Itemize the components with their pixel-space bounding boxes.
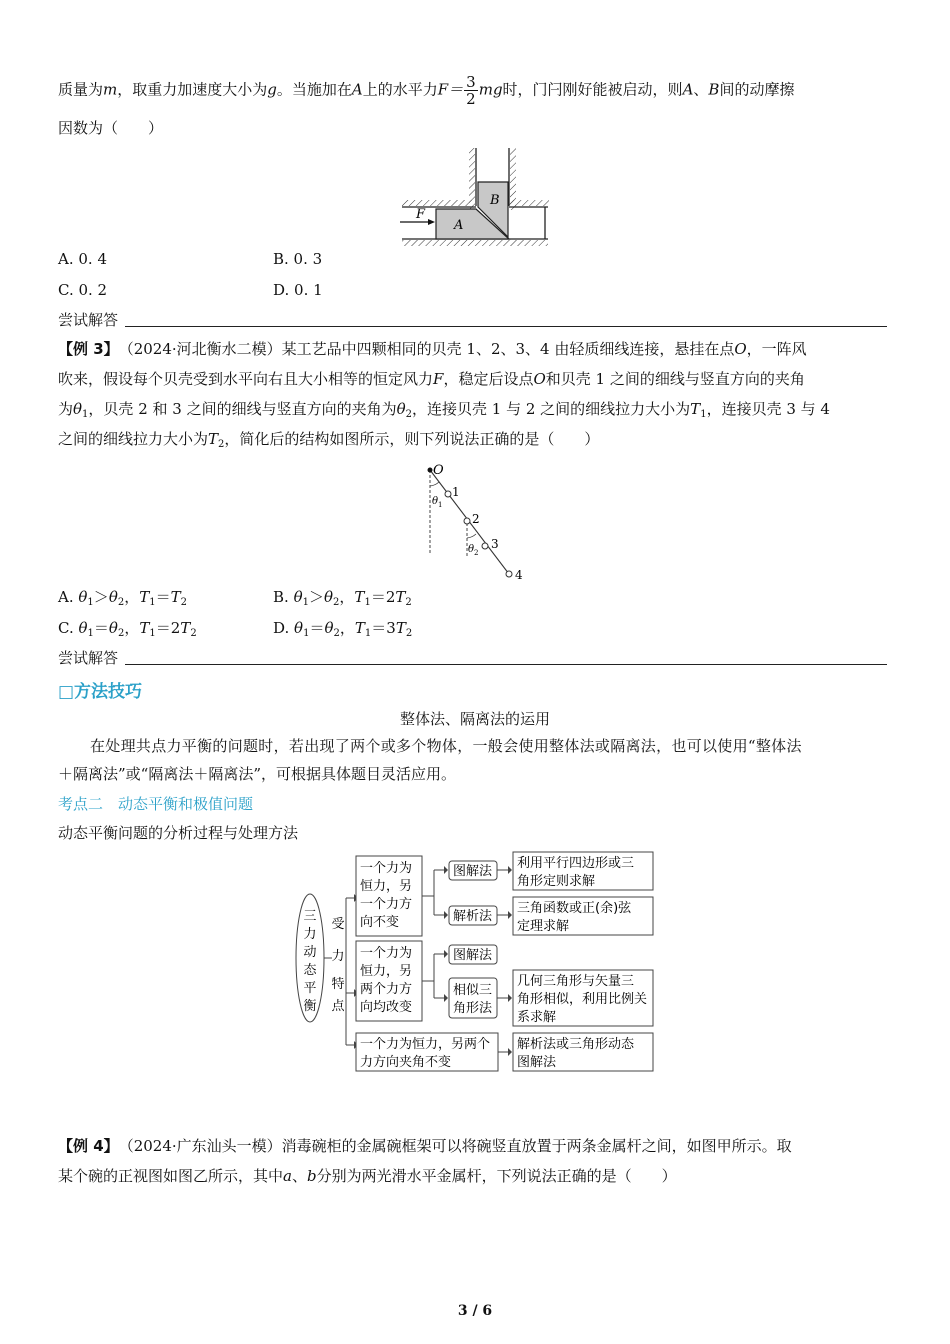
svg-text:系求解: 系求解 — [517, 1010, 557, 1025]
svg-text:一个力方: 一个力方 — [360, 897, 413, 912]
flow-mid-text — [331, 917, 345, 1014]
ex3-option-a[interactable]: A. $\theta_1>\theta_2$，$T_1=T_2$ — [58, 588, 188, 608]
svg-text:三角函数或正(余)弦: 三角函数或正(余)弦 — [517, 901, 632, 916]
q2-try-label: 尝试解答 — [58, 311, 119, 329]
ex3-stem-line2: 吹来，假设每个贝壳受到水平向右且大小相等的恒定风力F，稳定后设点O和贝壳 1 之间的细线与竖直方向的夹角 — [58, 370, 805, 388]
label-A: A — [454, 218, 464, 233]
ex4-stem-line2: 某个碗的正视图如图乙所示，其中a、b分别为两光滑水平金属杆，下列说法正确的是（ ） — [58, 1167, 677, 1185]
svg-text:2: 2 — [474, 549, 479, 557]
svg-text:两个力方: 两个力方 — [360, 982, 413, 997]
q2-option-a[interactable]: A. 0. 4 — [58, 250, 107, 268]
svg-text:图解法: 图解法 — [517, 1055, 557, 1070]
svg-text:角形法: 角形法 — [453, 1001, 493, 1016]
ex3-stem-line4: 之间的细线拉力大小为$T_2$，简化后的结构如图所示，则下列说法正确的是（ ） — [58, 430, 600, 450]
svg-text:定理求解: 定理求解 — [517, 919, 570, 934]
point-O — [428, 468, 433, 473]
fraction-3-2: $\frac{3}{2}$ — [466, 73, 476, 108]
svg-text:几何三角形与矢量三: 几何三角形与矢量三 — [517, 974, 635, 989]
svg-text:解析法或三角形动态: 解析法或三角形动态 — [517, 1037, 635, 1052]
svg-text:动: 动 — [303, 945, 317, 960]
ex3-answer-line[interactable] — [125, 664, 887, 665]
svg-text:4: 4 — [515, 568, 523, 582]
svg-text:2: 2 — [472, 512, 480, 526]
q2-stem-line1: 质量为m，取重力加速度大小为g。当施加在A上的水平力F＝ $\frac{3}{2}$ mg时，门闩刚好能被启动，则A、B间的动摩擦 — [58, 73, 795, 108]
svg-text:向不变: 向不变 — [360, 915, 400, 930]
svg-text:角形定则求解: 角形定则求解 — [517, 874, 596, 889]
shell-4 — [506, 571, 512, 577]
svg-text:平: 平 — [303, 981, 317, 996]
kaodian-title: 考点二 动态平衡和极值问题 — [58, 795, 254, 813]
shell-3 — [482, 543, 488, 549]
q2-stem-line2: 因数为（ ） — [58, 119, 164, 137]
shell-2 — [464, 518, 470, 524]
svg-text:点: 点 — [331, 999, 345, 1014]
q2-answer-line[interactable] — [125, 326, 887, 327]
label-B: B — [490, 193, 500, 208]
shell-1 — [445, 491, 451, 497]
kaodian-subtitle: 动态平衡问题的分析过程与处理方法 — [58, 824, 299, 842]
ex3-option-b[interactable]: B. $\theta_1>\theta_2$，$T_1=2T_2$ — [273, 588, 412, 608]
svg-text:解析法: 解析法 — [453, 909, 493, 924]
method-title: 整体法、隔离法的运用 — [399, 710, 550, 728]
svg-text:态: 态 — [303, 963, 317, 978]
svg-text:恒力，另: 恒力，另 — [360, 964, 413, 979]
q2-option-b[interactable]: B. 0. 3 — [273, 250, 323, 268]
ex3-stem-line3: 为$\theta_1$，贝壳 2 和 3 之间的细线与竖直方向的夹角为$\theta_2$，连接贝壳 1 与 2 之间的细线拉力大小为$T_1$，连接贝壳 3 与 4 — [58, 400, 830, 420]
method-paragraph-line2: ＋隔离法”或“隔离法＋隔离法”，可根据具体题目灵活应用。 — [58, 765, 457, 783]
svg-text:3: 3 — [491, 537, 499, 551]
latch-figure — [398, 146, 556, 246]
svg-text:角形相似，利用比例关: 角形相似，利用比例关 — [517, 992, 648, 1007]
svg-text:θ: θ — [468, 544, 475, 555]
svg-text:利用平行四边形或三: 利用平行四边形或三 — [517, 856, 635, 871]
svg-text:力: 力 — [303, 927, 317, 942]
svg-text:力方向夹角不变: 力方向夹角不变 — [360, 1055, 452, 1070]
svg-text:衡: 衡 — [303, 999, 317, 1014]
q2-option-d[interactable]: D. 0. 1 — [273, 281, 323, 299]
svg-text:力: 力 — [331, 949, 345, 964]
svg-text:受: 受 — [331, 917, 345, 932]
page-number: 3 / 6 — [457, 1303, 493, 1319]
dynamic-balance-flowchart — [292, 848, 662, 1076]
svg-text:向均改变: 向均改变 — [360, 1000, 413, 1015]
svg-text:图解法: 图解法 — [453, 864, 493, 879]
svg-text:1: 1 — [452, 485, 460, 499]
svg-text:θ: θ — [432, 496, 439, 507]
svg-text:相似三: 相似三 — [453, 983, 493, 998]
svg-text:一个力为恒力，另两个: 一个力为恒力，另两个 — [360, 1037, 491, 1052]
svg-text:1: 1 — [438, 501, 443, 509]
svg-text:一个力为: 一个力为 — [360, 861, 413, 876]
svg-text:一个力为: 一个力为 — [360, 946, 413, 961]
svg-text:特: 特 — [331, 977, 345, 992]
shells-figure — [420, 462, 530, 584]
svg-text:恒力，另: 恒力，另 — [360, 879, 413, 894]
label-F: F — [416, 207, 426, 222]
ex3-try-label: 尝试解答 — [58, 649, 119, 667]
method-header: □方法技巧 — [58, 682, 143, 702]
svg-text:O: O — [433, 463, 444, 478]
method-paragraph-line1: 在处理共点力平衡的问题时，若出现了两个或多个物体，一般会使用整体法或隔离法，也可以使用“整体法 — [90, 737, 802, 755]
svg-text:图解法: 图解法 — [453, 948, 493, 963]
ex3-option-c[interactable]: C. $\theta_1=\theta_2$，$T_1=2T_2$ — [58, 619, 197, 639]
ex4-stem-line1: 【例 4】 （2024·广东汕头一模）消毒碗柜的金属碗框架可以将碗竖直放置于两条金属杆之间，如图甲所示。取 — [58, 1137, 792, 1155]
ex3-stem-line1: 【例 3】 （2024·河北衡水二模）某工艺品中四颗相同的贝壳 1、2、3、4 由轻质细线连接，悬挂在点O，一阵风 — [58, 340, 807, 358]
ex3-option-d[interactable]: D. $\theta_1=\theta_2$，$T_1=3T_2$ — [273, 619, 413, 639]
svg-text:三: 三 — [303, 909, 317, 924]
q2-option-c[interactable]: C. 0. 2 — [58, 281, 108, 299]
